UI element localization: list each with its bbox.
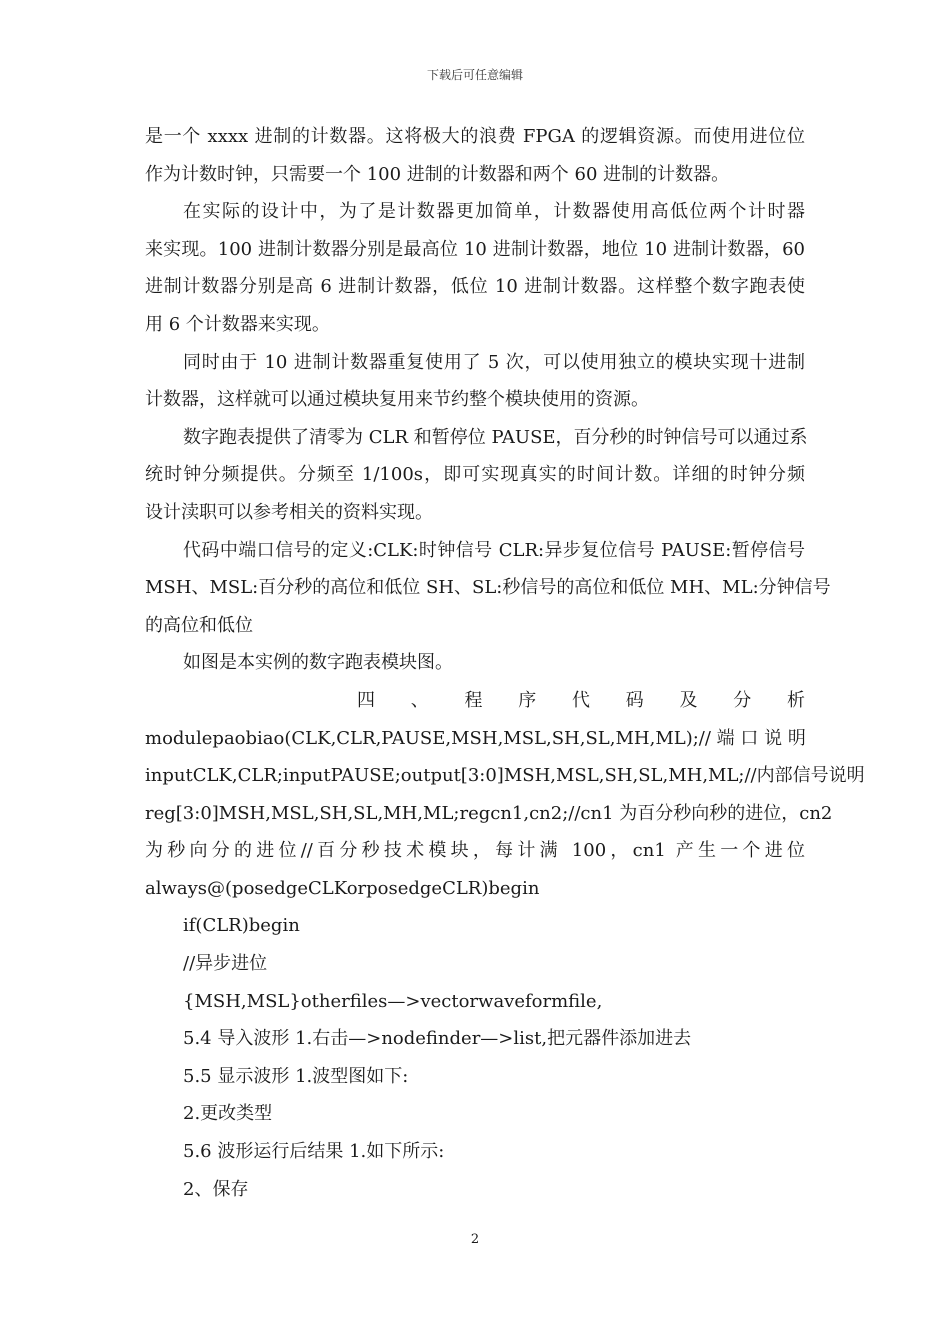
text-line: 代码中端口信号的定义:CLK:时钟信号 CLR:异步复位信号 PAUSE:暂停信号: [183, 539, 805, 561]
text-line: 用 6 个计数器来实现。: [145, 313, 330, 335]
text-line: 如图是本实例的数字跑表模块图。: [183, 652, 453, 674]
text-line: 设计渎职可以参考相关的资料实现。: [145, 501, 433, 523]
text-line: 进制计数器分别是高 6 进制计数器，低位 10 进制计数器。这样整个数字跑表使: [145, 276, 805, 298]
text-line: 5.4 导入波形 1.右击—>nodefinder—>list,把元器件添加进去: [183, 1028, 692, 1050]
text-line: 2、保存: [183, 1178, 249, 1200]
text-line: 5.5 显示波形 1.波型图如下:: [183, 1065, 409, 1087]
text-line: 来实现。100 进制计数器分别是最高位 10 进制计数器，地位 10 进制计数器，60: [145, 238, 805, 260]
code-line: always@(posedgeCLKorposedgeCLR)begin: [145, 877, 540, 899]
text-line: 计数器，这样就可以通过模块复用来节约整个模块使用的资源。: [145, 389, 649, 411]
code-line: if(CLR)begin: [183, 915, 300, 937]
text-line: 的高位和低位: [145, 614, 253, 636]
text-line: 数字跑表提供了清零为 CLR 和暂停位 PAUSE，百分秒的时钟信号可以通过系: [183, 426, 808, 448]
text-line: 2.更改类型: [183, 1103, 273, 1125]
text-line: {MSH,MSL}otherfiles—>vectorwaveformfile,: [183, 990, 603, 1012]
text-line: 作为计数时钟，只需要一个 100 进制的计数器和两个 60 进制的计数器。: [145, 163, 730, 185]
section-heading: 四 、 程 序 代 码 及 分 析: [357, 689, 805, 711]
text-line: 统时钟分频提供。分频至 1/100s，即可实现真实的时间计数。详细的时钟分频: [145, 464, 805, 486]
code-line: modulepaobiao(CLK,CLR,PAUSE,MSH,MSL,SH,SL,MH,ML);// 端 口 说 明: [145, 727, 806, 749]
code-line: reg[3:0]MSH,MSL,SH,SL,MH,ML;regcn1,cn2;//cn1 为百分秒向秒的进位，cn2: [145, 802, 833, 824]
page-header: 下载后可任意编辑: [426, 68, 523, 82]
document-body: [145, 118, 865, 1208]
page-number: 2: [470, 1232, 480, 1247]
text-line: 在实际的设计中，为了是计数器更加简单，计数器使用高低位两个计时器: [183, 201, 805, 223]
code-line: //异步进位: [183, 953, 268, 975]
text-line: 5.6 波形运行后结果 1.如下所示:: [183, 1141, 445, 1163]
text-line: MSH、MSL:百分秒的高位和低位 SH、SL:秒信号的高位和低位 MH、ML:分钟信号: [145, 577, 831, 599]
code-line: 为秒向分的进位//百分秒技术模块，每计满 100，cn1 产生一个进位: [145, 840, 805, 862]
code-line: inputCLK,CLR;inputPAUSE;output[3:0]MSH,MSL,SH,SL,MH,ML;//内部信号说明: [145, 765, 865, 787]
text-line: 同时由于 10 进制计数器重复使用了 5 次，可以使用独立的模块实现十进制: [183, 351, 805, 373]
text-line: 是一个 xxxx 进制的计数器。这将极大的浪费 FPGA 的逻辑资源。而使用进位位: [145, 126, 805, 147]
